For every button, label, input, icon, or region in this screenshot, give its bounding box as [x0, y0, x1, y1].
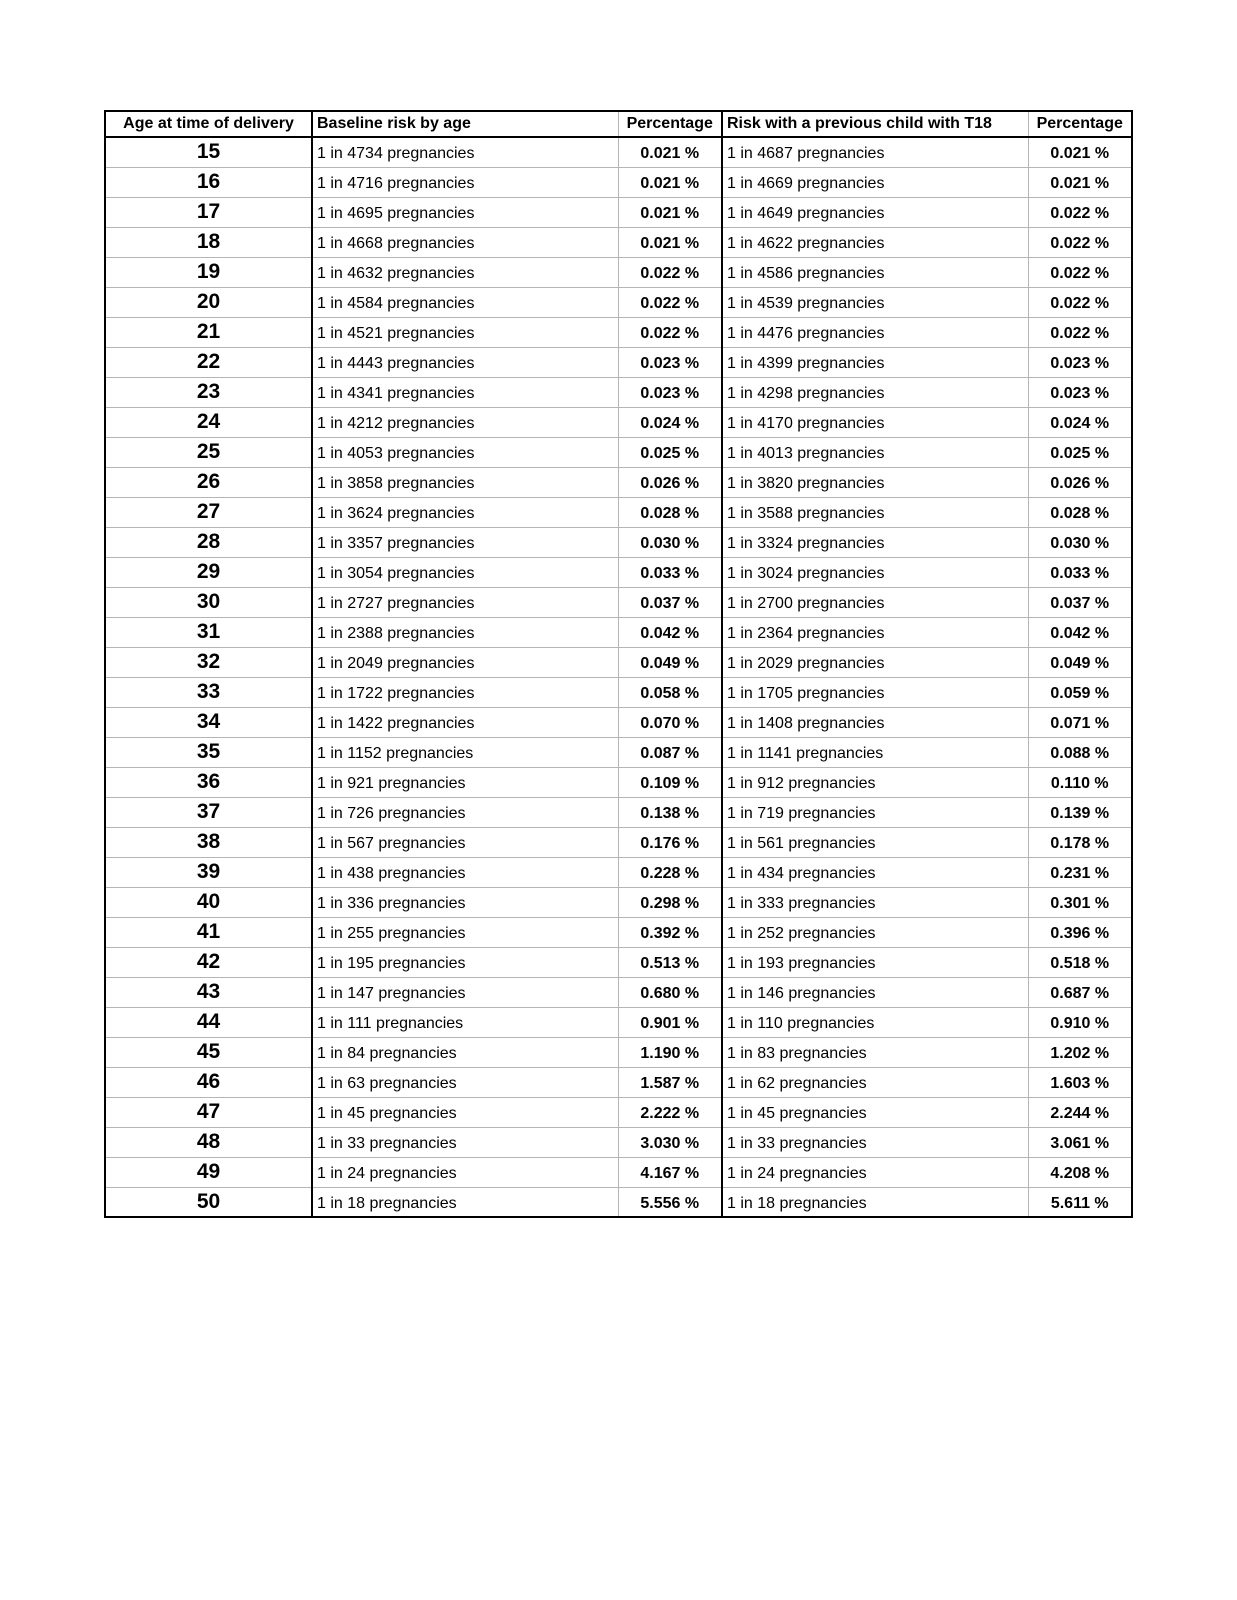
table-row	[105, 1037, 1132, 1067]
baseline-percentage-cell: 0.513 %	[618, 947, 722, 977]
baseline-percentage-cell: 0.022 %	[618, 257, 722, 287]
baseline-percentage-cell: 1.587 %	[618, 1067, 722, 1097]
previous-child-risk-cell: 1 in 18 pregnancies	[722, 1187, 1028, 1217]
baseline-risk-cell: 1 in 45 pregnancies	[312, 1097, 618, 1127]
baseline-percentage-cell: 0.392 %	[618, 917, 722, 947]
age-cell: 41	[105, 917, 312, 947]
baseline-risk-cell: 1 in 4695 pregnancies	[312, 197, 618, 227]
age-cell: 25	[105, 437, 312, 467]
previous-percentage-cell: 0.910 %	[1028, 1007, 1132, 1037]
table-row	[105, 287, 1132, 317]
header-baseline-percentage: Percentage	[618, 111, 722, 137]
risk-table	[104, 110, 1133, 1218]
table-row	[105, 467, 1132, 497]
age-cell: 32	[105, 647, 312, 677]
previous-percentage-cell: 0.178 %	[1028, 827, 1132, 857]
previous-child-risk-cell: 1 in 146 pregnancies	[722, 977, 1028, 1007]
previous-percentage-cell: 0.022 %	[1028, 317, 1132, 347]
previous-child-risk-cell: 1 in 83 pregnancies	[722, 1037, 1028, 1067]
baseline-risk-cell: 1 in 4521 pregnancies	[312, 317, 618, 347]
baseline-risk-cell: 1 in 921 pregnancies	[312, 767, 618, 797]
baseline-percentage-cell: 0.109 %	[618, 767, 722, 797]
age-cell: 20	[105, 287, 312, 317]
age-cell: 22	[105, 347, 312, 377]
previous-child-risk-cell: 1 in 45 pregnancies	[722, 1097, 1028, 1127]
age-cell: 17	[105, 197, 312, 227]
age-cell: 23	[105, 377, 312, 407]
baseline-risk-cell: 1 in 33 pregnancies	[312, 1127, 618, 1157]
baseline-risk-cell: 1 in 3357 pregnancies	[312, 527, 618, 557]
baseline-risk-cell: 1 in 2727 pregnancies	[312, 587, 618, 617]
previous-child-risk-cell: 1 in 2364 pregnancies	[722, 617, 1028, 647]
baseline-risk-cell: 1 in 4341 pregnancies	[312, 377, 618, 407]
previous-percentage-cell: 0.049 %	[1028, 647, 1132, 677]
baseline-percentage-cell: 0.037 %	[618, 587, 722, 617]
previous-child-risk-cell: 1 in 719 pregnancies	[722, 797, 1028, 827]
baseline-percentage-cell: 0.070 %	[618, 707, 722, 737]
previous-percentage-cell: 0.042 %	[1028, 617, 1132, 647]
age-cell: 28	[105, 527, 312, 557]
baseline-risk-cell: 1 in 4212 pregnancies	[312, 407, 618, 437]
baseline-percentage-cell: 0.058 %	[618, 677, 722, 707]
table-row	[105, 647, 1132, 677]
previous-percentage-cell: 4.208 %	[1028, 1157, 1132, 1187]
previous-child-risk-cell: 1 in 4399 pregnancies	[722, 347, 1028, 377]
previous-child-risk-cell: 1 in 4476 pregnancies	[722, 317, 1028, 347]
previous-child-risk-cell: 1 in 4669 pregnancies	[722, 167, 1028, 197]
previous-percentage-cell: 0.037 %	[1028, 587, 1132, 617]
baseline-risk-cell: 1 in 3858 pregnancies	[312, 467, 618, 497]
previous-child-risk-cell: 1 in 333 pregnancies	[722, 887, 1028, 917]
previous-percentage-cell: 2.244 %	[1028, 1097, 1132, 1127]
table-row	[105, 677, 1132, 707]
baseline-risk-cell: 1 in 84 pregnancies	[312, 1037, 618, 1067]
table-row	[105, 947, 1132, 977]
header-previous-child-risk: Risk with a previous child with T18	[722, 111, 1028, 137]
previous-child-risk-cell: 1 in 3820 pregnancies	[722, 467, 1028, 497]
table-row	[105, 1157, 1132, 1187]
previous-child-risk-cell: 1 in 4649 pregnancies	[722, 197, 1028, 227]
baseline-percentage-cell: 0.176 %	[618, 827, 722, 857]
age-cell: 42	[105, 947, 312, 977]
age-cell: 44	[105, 1007, 312, 1037]
age-cell: 19	[105, 257, 312, 287]
previous-child-risk-cell: 1 in 3024 pregnancies	[722, 557, 1028, 587]
previous-percentage-cell: 0.088 %	[1028, 737, 1132, 767]
baseline-percentage-cell: 0.024 %	[618, 407, 722, 437]
previous-child-risk-cell: 1 in 62 pregnancies	[722, 1067, 1028, 1097]
baseline-percentage-cell: 0.298 %	[618, 887, 722, 917]
table-row	[105, 1007, 1132, 1037]
baseline-percentage-cell: 1.190 %	[618, 1037, 722, 1067]
previous-percentage-cell: 0.110 %	[1028, 767, 1132, 797]
previous-child-risk-cell: 1 in 3588 pregnancies	[722, 497, 1028, 527]
baseline-percentage-cell: 4.167 %	[618, 1157, 722, 1187]
previous-percentage-cell: 0.021 %	[1028, 137, 1132, 167]
table-row	[105, 917, 1132, 947]
previous-percentage-cell: 0.026 %	[1028, 467, 1132, 497]
previous-percentage-cell: 0.023 %	[1028, 347, 1132, 377]
age-cell: 15	[105, 137, 312, 167]
previous-child-risk-cell: 1 in 4586 pregnancies	[722, 257, 1028, 287]
baseline-percentage-cell: 0.021 %	[618, 167, 722, 197]
table-row	[105, 797, 1132, 827]
baseline-percentage-cell: 0.021 %	[618, 227, 722, 257]
previous-child-risk-cell: 1 in 4170 pregnancies	[722, 407, 1028, 437]
baseline-percentage-cell: 0.021 %	[618, 137, 722, 167]
age-cell: 38	[105, 827, 312, 857]
baseline-percentage-cell: 0.028 %	[618, 497, 722, 527]
table-row	[105, 347, 1132, 377]
baseline-risk-cell: 1 in 4053 pregnancies	[312, 437, 618, 467]
previous-percentage-cell: 0.025 %	[1028, 437, 1132, 467]
baseline-risk-cell: 1 in 195 pregnancies	[312, 947, 618, 977]
baseline-risk-cell: 1 in 3054 pregnancies	[312, 557, 618, 587]
baseline-risk-cell: 1 in 147 pregnancies	[312, 977, 618, 1007]
previous-percentage-cell: 0.059 %	[1028, 677, 1132, 707]
previous-child-risk-cell: 1 in 4687 pregnancies	[722, 137, 1028, 167]
age-cell: 43	[105, 977, 312, 1007]
age-cell: 30	[105, 587, 312, 617]
baseline-percentage-cell: 0.023 %	[618, 377, 722, 407]
previous-child-risk-cell: 1 in 252 pregnancies	[722, 917, 1028, 947]
baseline-percentage-cell: 0.030 %	[618, 527, 722, 557]
baseline-risk-cell: 1 in 24 pregnancies	[312, 1157, 618, 1187]
baseline-percentage-cell: 3.030 %	[618, 1127, 722, 1157]
age-cell: 16	[105, 167, 312, 197]
header-age: Age at time of delivery	[105, 111, 312, 137]
baseline-percentage-cell: 2.222 %	[618, 1097, 722, 1127]
baseline-risk-cell: 1 in 4734 pregnancies	[312, 137, 618, 167]
table-row	[105, 707, 1132, 737]
baseline-risk-cell: 1 in 1422 pregnancies	[312, 707, 618, 737]
baseline-risk-cell: 1 in 4668 pregnancies	[312, 227, 618, 257]
previous-child-risk-cell: 1 in 110 pregnancies	[722, 1007, 1028, 1037]
age-cell: 21	[105, 317, 312, 347]
previous-child-risk-cell: 1 in 24 pregnancies	[722, 1157, 1028, 1187]
previous-percentage-cell: 1.603 %	[1028, 1067, 1132, 1097]
baseline-risk-cell: 1 in 2049 pregnancies	[312, 647, 618, 677]
age-cell: 27	[105, 497, 312, 527]
baseline-risk-cell: 1 in 63 pregnancies	[312, 1067, 618, 1097]
previous-percentage-cell: 0.518 %	[1028, 947, 1132, 977]
previous-child-risk-cell: 1 in 2029 pregnancies	[722, 647, 1028, 677]
baseline-percentage-cell: 5.556 %	[618, 1187, 722, 1217]
table-row	[105, 857, 1132, 887]
table-row	[105, 977, 1132, 1007]
table-row	[105, 497, 1132, 527]
baseline-risk-cell: 1 in 4632 pregnancies	[312, 257, 618, 287]
age-cell: 50	[105, 1187, 312, 1217]
header-previous-percentage: Percentage	[1028, 111, 1132, 137]
age-cell: 46	[105, 1067, 312, 1097]
baseline-risk-cell: 1 in 18 pregnancies	[312, 1187, 618, 1217]
table-row	[105, 1067, 1132, 1097]
baseline-risk-cell: 1 in 4584 pregnancies	[312, 287, 618, 317]
table-header	[105, 111, 1132, 137]
previous-percentage-cell: 0.033 %	[1028, 557, 1132, 587]
previous-percentage-cell: 0.028 %	[1028, 497, 1132, 527]
table-row	[105, 617, 1132, 647]
previous-percentage-cell: 0.030 %	[1028, 527, 1132, 557]
table-row	[105, 1127, 1132, 1157]
age-cell: 26	[105, 467, 312, 497]
age-cell: 36	[105, 767, 312, 797]
baseline-risk-cell: 1 in 4443 pregnancies	[312, 347, 618, 377]
table-row	[105, 1097, 1132, 1127]
age-cell: 24	[105, 407, 312, 437]
table-row	[105, 227, 1132, 257]
age-cell: 18	[105, 227, 312, 257]
age-cell: 35	[105, 737, 312, 767]
previous-percentage-cell: 0.301 %	[1028, 887, 1132, 917]
baseline-risk-cell: 1 in 567 pregnancies	[312, 827, 618, 857]
baseline-risk-cell: 1 in 438 pregnancies	[312, 857, 618, 887]
age-cell: 33	[105, 677, 312, 707]
previous-child-risk-cell: 1 in 4013 pregnancies	[722, 437, 1028, 467]
table-row	[105, 377, 1132, 407]
baseline-percentage-cell: 0.021 %	[618, 197, 722, 227]
baseline-percentage-cell: 0.033 %	[618, 557, 722, 587]
baseline-percentage-cell: 0.026 %	[618, 467, 722, 497]
previous-child-risk-cell: 1 in 2700 pregnancies	[722, 587, 1028, 617]
previous-percentage-cell: 0.071 %	[1028, 707, 1132, 737]
previous-percentage-cell: 0.687 %	[1028, 977, 1132, 1007]
previous-percentage-cell: 0.139 %	[1028, 797, 1132, 827]
baseline-percentage-cell: 0.228 %	[618, 857, 722, 887]
table-row	[105, 737, 1132, 767]
baseline-percentage-cell: 0.022 %	[618, 317, 722, 347]
baseline-risk-cell: 1 in 111 pregnancies	[312, 1007, 618, 1037]
previous-percentage-cell: 0.022 %	[1028, 227, 1132, 257]
table-row	[105, 317, 1132, 347]
table-body	[105, 137, 1132, 1217]
header-row	[105, 111, 1132, 137]
baseline-percentage-cell: 0.025 %	[618, 437, 722, 467]
baseline-risk-cell: 1 in 1722 pregnancies	[312, 677, 618, 707]
table-row	[105, 257, 1132, 287]
age-cell: 39	[105, 857, 312, 887]
age-cell: 40	[105, 887, 312, 917]
previous-child-risk-cell: 1 in 193 pregnancies	[722, 947, 1028, 977]
baseline-percentage-cell: 0.049 %	[618, 647, 722, 677]
previous-percentage-cell: 1.202 %	[1028, 1037, 1132, 1067]
age-cell: 34	[105, 707, 312, 737]
previous-child-risk-cell: 1 in 33 pregnancies	[722, 1127, 1028, 1157]
previous-percentage-cell: 0.022 %	[1028, 257, 1132, 287]
previous-child-risk-cell: 1 in 561 pregnancies	[722, 827, 1028, 857]
previous-child-risk-cell: 1 in 4539 pregnancies	[722, 287, 1028, 317]
previous-percentage-cell: 0.023 %	[1028, 377, 1132, 407]
previous-percentage-cell: 0.231 %	[1028, 857, 1132, 887]
baseline-risk-cell: 1 in 255 pregnancies	[312, 917, 618, 947]
previous-child-risk-cell: 1 in 912 pregnancies	[722, 767, 1028, 797]
table-row	[105, 827, 1132, 857]
table-row	[105, 1187, 1132, 1217]
baseline-percentage-cell: 0.023 %	[618, 347, 722, 377]
table-row	[105, 437, 1132, 467]
baseline-percentage-cell: 0.042 %	[618, 617, 722, 647]
age-cell: 29	[105, 557, 312, 587]
previous-child-risk-cell: 1 in 4298 pregnancies	[722, 377, 1028, 407]
previous-child-risk-cell: 1 in 1705 pregnancies	[722, 677, 1028, 707]
table-row	[105, 557, 1132, 587]
baseline-risk-cell: 1 in 3624 pregnancies	[312, 497, 618, 527]
baseline-risk-cell: 1 in 1152 pregnancies	[312, 737, 618, 767]
age-cell: 48	[105, 1127, 312, 1157]
baseline-percentage-cell: 0.138 %	[618, 797, 722, 827]
previous-percentage-cell: 0.024 %	[1028, 407, 1132, 437]
previous-percentage-cell: 3.061 %	[1028, 1127, 1132, 1157]
table-row	[105, 407, 1132, 437]
baseline-percentage-cell: 0.087 %	[618, 737, 722, 767]
age-cell: 49	[105, 1157, 312, 1187]
age-cell: 47	[105, 1097, 312, 1127]
baseline-risk-cell: 1 in 726 pregnancies	[312, 797, 618, 827]
table-row	[105, 767, 1132, 797]
baseline-risk-cell: 1 in 336 pregnancies	[312, 887, 618, 917]
previous-percentage-cell: 0.022 %	[1028, 287, 1132, 317]
previous-percentage-cell: 5.611 %	[1028, 1187, 1132, 1217]
age-cell: 37	[105, 797, 312, 827]
previous-child-risk-cell: 1 in 1408 pregnancies	[722, 707, 1028, 737]
header-baseline-risk: Baseline risk by age	[312, 111, 618, 137]
baseline-percentage-cell: 0.680 %	[618, 977, 722, 1007]
table-row	[105, 527, 1132, 557]
previous-percentage-cell: 0.396 %	[1028, 917, 1132, 947]
baseline-percentage-cell: 0.901 %	[618, 1007, 722, 1037]
table-row	[105, 587, 1132, 617]
age-cell: 45	[105, 1037, 312, 1067]
previous-percentage-cell: 0.022 %	[1028, 197, 1132, 227]
table-row	[105, 197, 1132, 227]
previous-child-risk-cell: 1 in 434 pregnancies	[722, 857, 1028, 887]
previous-child-risk-cell: 1 in 4622 pregnancies	[722, 227, 1028, 257]
previous-child-risk-cell: 1 in 3324 pregnancies	[722, 527, 1028, 557]
age-cell: 31	[105, 617, 312, 647]
table-row	[105, 887, 1132, 917]
table-row	[105, 137, 1132, 167]
previous-child-risk-cell: 1 in 1141 pregnancies	[722, 737, 1028, 767]
baseline-percentage-cell: 0.022 %	[618, 287, 722, 317]
baseline-risk-cell: 1 in 4716 pregnancies	[312, 167, 618, 197]
table-row	[105, 167, 1132, 197]
baseline-risk-cell: 1 in 2388 pregnancies	[312, 617, 618, 647]
previous-percentage-cell: 0.021 %	[1028, 167, 1132, 197]
